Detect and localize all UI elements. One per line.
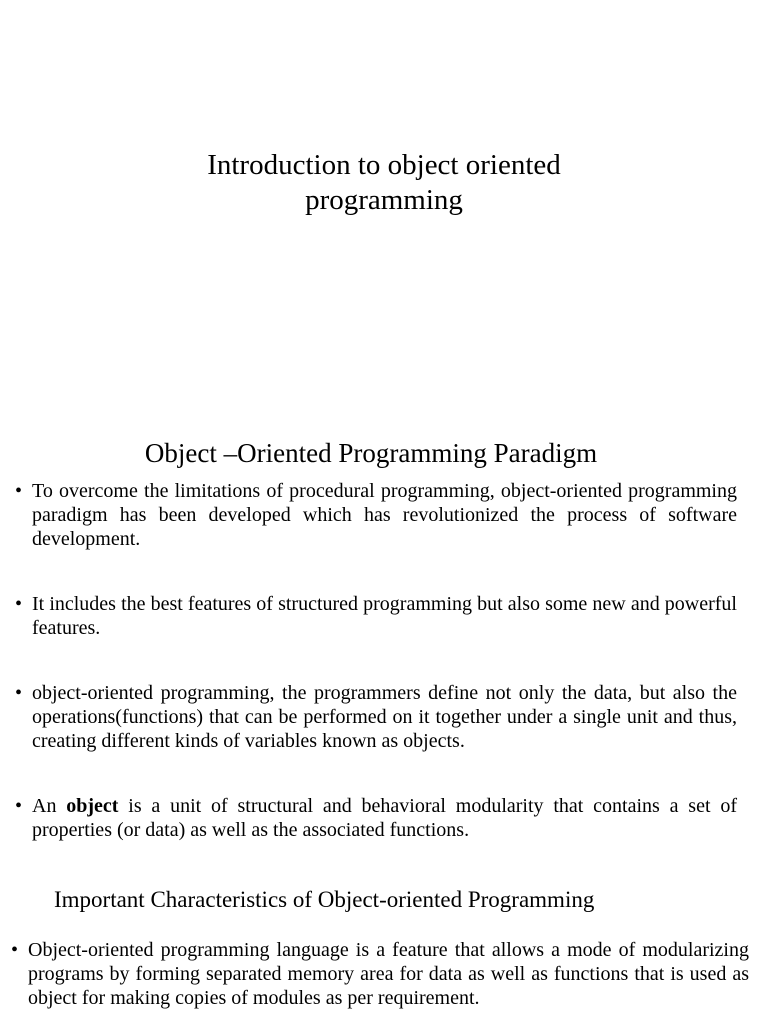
paradigm-bullet-list	[15, 479, 737, 842]
object-definition: is a unit of structural and behavioral modularity that contains a set of properties (or data) as well as the associated functions.	[32, 795, 737, 841]
bullet-item: • It includes the best features of structured programming but also some new and powerful features.	[15, 592, 737, 640]
section-heading: Important Characteristics of Object-oriented Programming	[54, 887, 595, 912]
slide-title	[0, 148, 768, 218]
slide-heading: Object –Oriented Programming Paradigm	[144, 438, 598, 468]
characteristics-bullet-list	[11, 938, 749, 1010]
slide-oop-paradigm	[0, 420, 768, 1024]
characteristic-item: • Object-oriented programming language is a feature that allows a mode of modularizing programs by forming separated memory area for data as well as functions that is used as object for making copies of modules as per requirement.	[11, 938, 749, 1010]
slide-intro	[0, 0, 768, 420]
bullet-item: • To overcome the limitations of procedural programming, object-oriented programming paradigm has been developed which has revolutionized the process of software development.	[15, 479, 737, 551]
object-term: object	[66, 795, 119, 817]
slide-title-line-1: Introduction to object oriented	[207, 149, 561, 181]
bullet-item-object	[15, 794, 737, 842]
bullet-item: • object-oriented programming, the programmers define not only the data, but also the operations(functions) that can be performed on it together under a single unit and thus, creating different kinds of variables known as objects.	[15, 681, 737, 753]
slide-title-line-2: programming	[305, 184, 463, 216]
object-prefix: An	[32, 795, 67, 817]
